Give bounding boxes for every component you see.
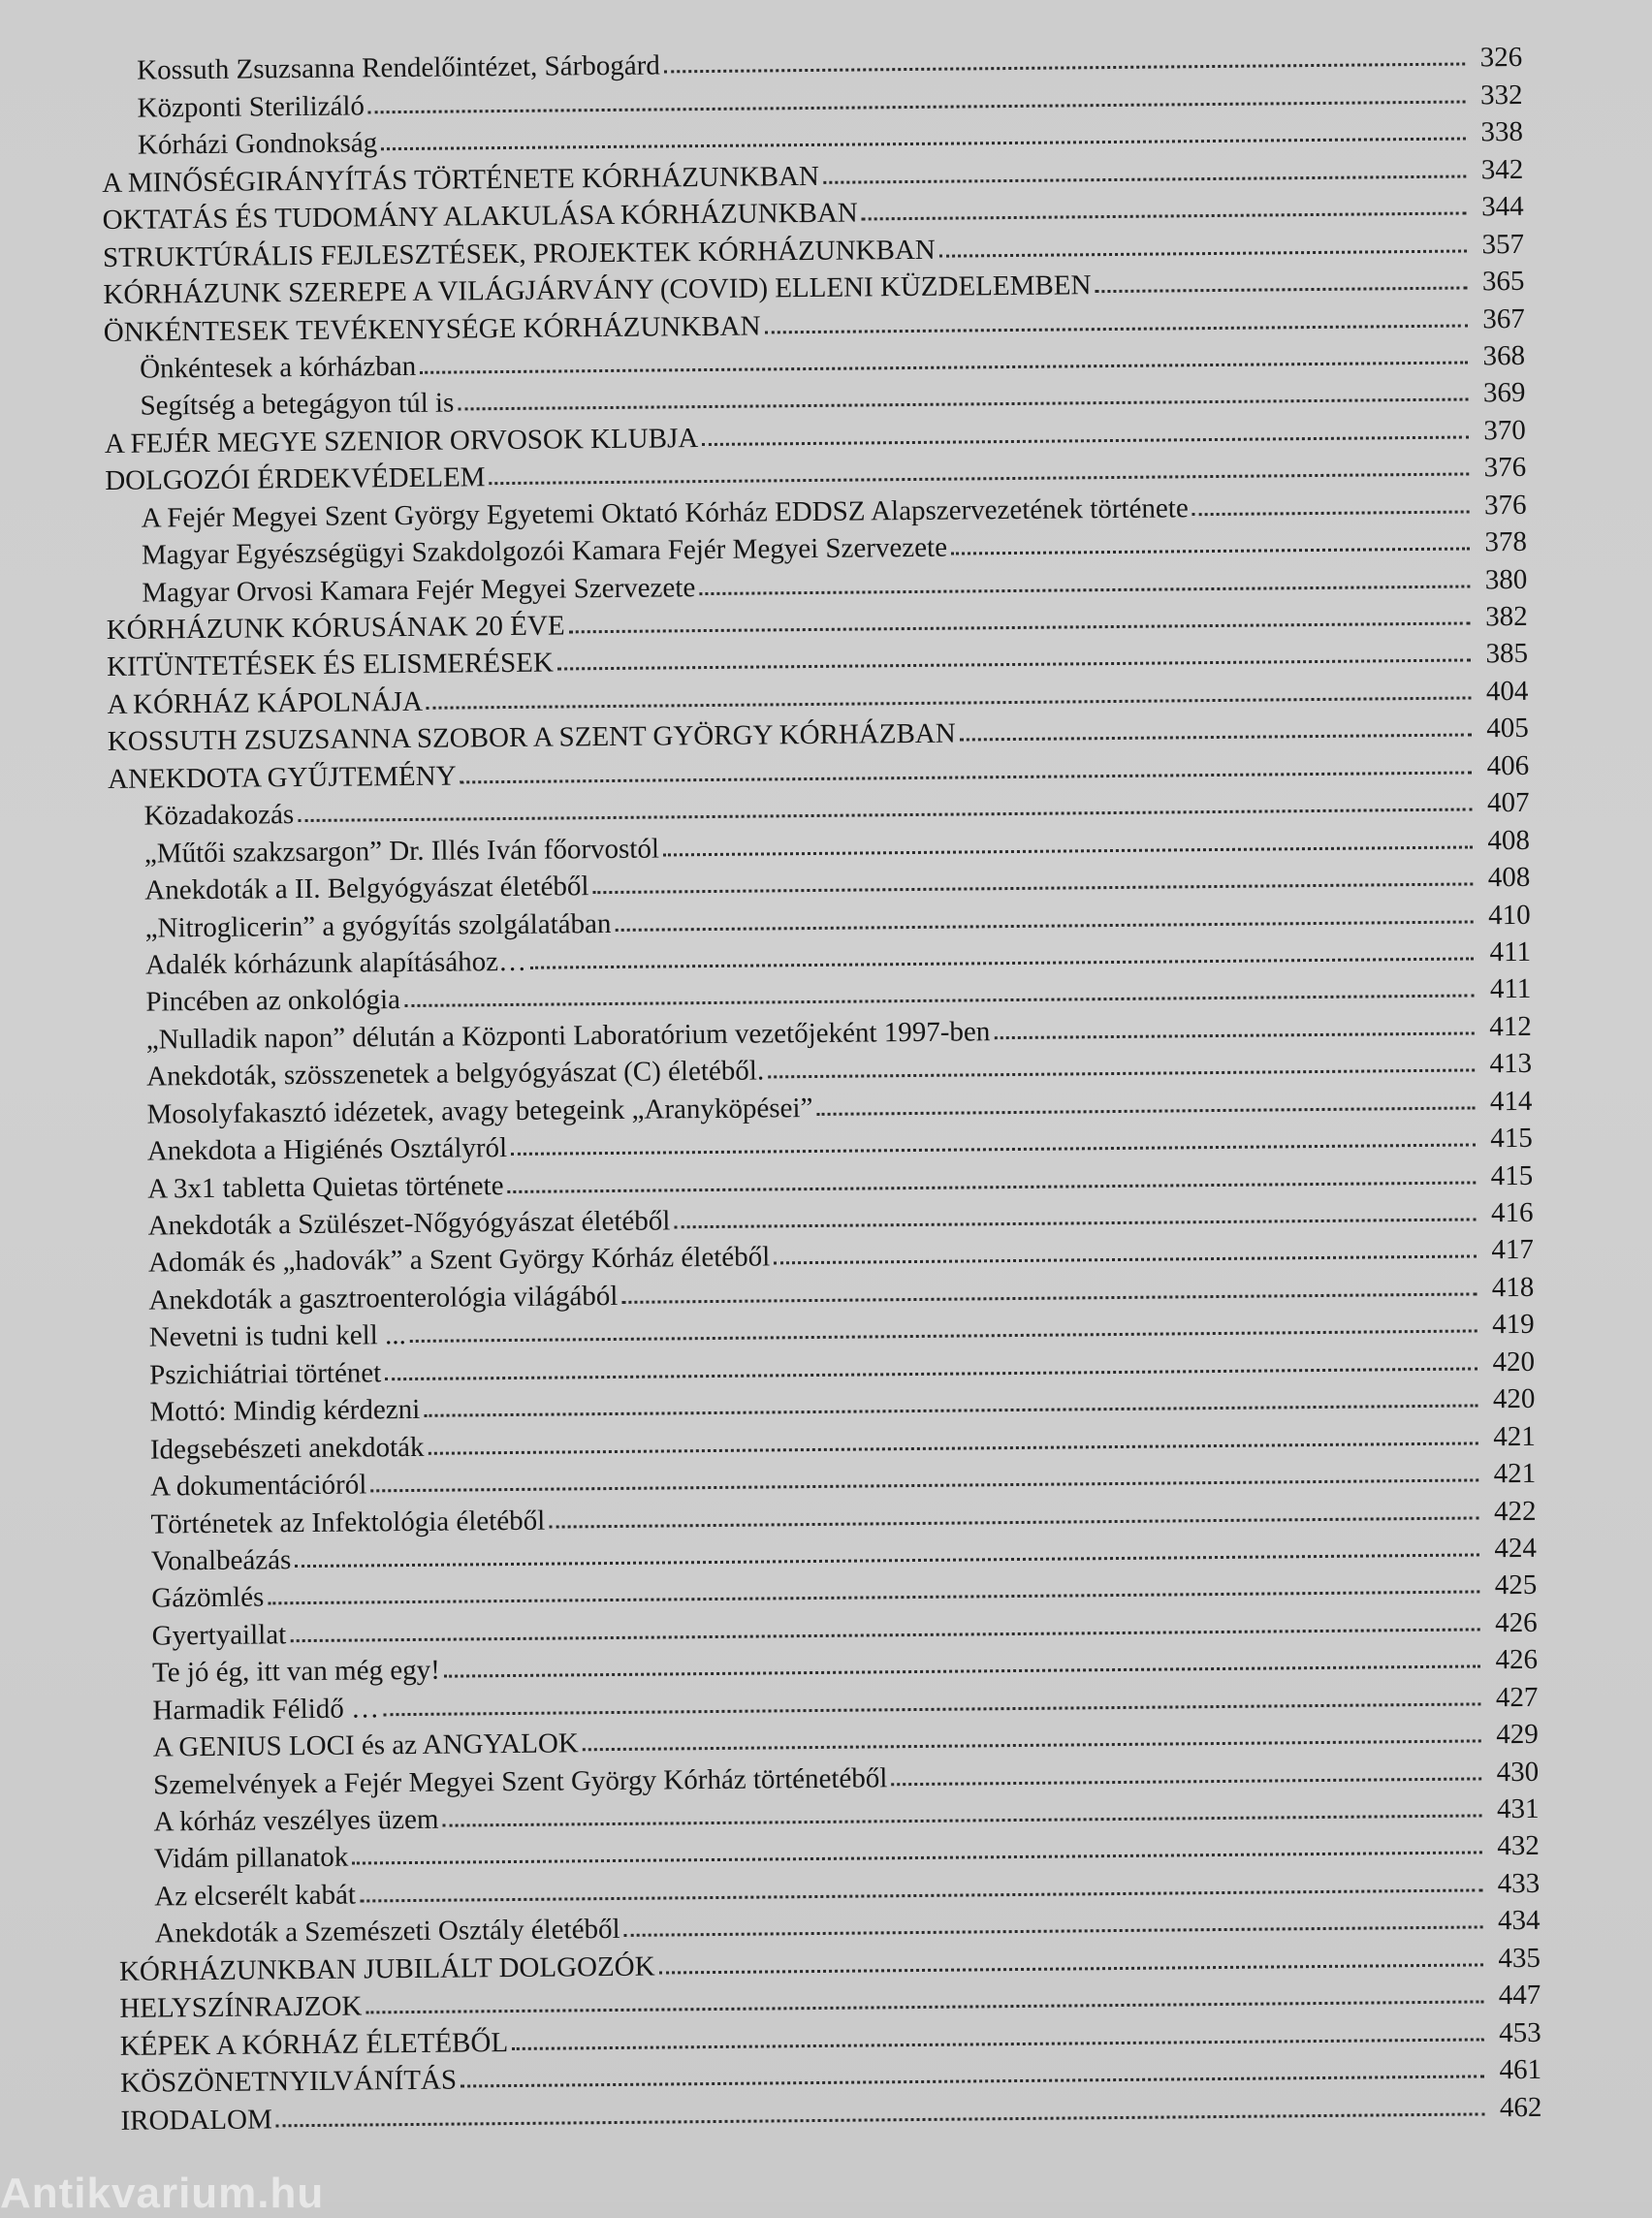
toc-entry-page-number: 410 (1487, 899, 1531, 931)
dot-leader (663, 845, 1473, 856)
dot-leader (939, 249, 1467, 257)
toc-entry-page-number: 344 (1480, 191, 1524, 223)
toc-entry-title: Magyar Egyészségügyi Szakdolgozói Kamara Fejér Megyei Szervezete (141, 531, 948, 571)
toc-entry-title: Vonalbeázás (150, 1544, 292, 1577)
toc-entry-title: Anekdoták a gasztroenterológia világából (148, 1280, 619, 1316)
dot-leader (994, 1031, 1474, 1039)
toc-entry-page-number: 424 (1494, 1532, 1538, 1565)
dot-leader (891, 1777, 1481, 1786)
dot-leader (424, 1405, 1477, 1417)
toc-entry-page-number: 370 (1483, 414, 1526, 447)
toc-entry-title: „Műtői szakzsargon” Dr. Illés Iván főorvostól (143, 833, 660, 870)
toc-entry-page-number: 414 (1489, 1085, 1533, 1117)
toc-entry-title: DOLGOZÓI ÉRDEKVÉDELEM (105, 461, 486, 497)
toc-entry-page-number: 461 (1499, 2053, 1542, 2086)
toc-entry-page-number: 385 (1485, 638, 1529, 670)
toc-entry-title: ÖNKÉNTESEK TEVÉKENYSÉGE KÓRHÁZUNKBAN (103, 309, 761, 348)
dot-leader (461, 2075, 1484, 2087)
dot-leader (490, 473, 1470, 486)
dot-leader (765, 324, 1468, 333)
toc-entry-title: A kórház veszélyes üzem (153, 1803, 439, 1838)
dot-leader (557, 659, 1471, 671)
dot-leader (381, 138, 1466, 151)
dot-leader (383, 1702, 1480, 1716)
toc-entry-page-number: 369 (1482, 377, 1526, 409)
toc-entry-title: A GENIUS LOCI és az ANGYALOK (152, 1727, 579, 1763)
dot-leader (410, 1330, 1477, 1344)
dot-leader (674, 1218, 1476, 1228)
toc-entry-page-number: 416 (1490, 1196, 1534, 1229)
toc-entry-title: KÓRHÁZUNK KÓRUSÁNAK 20 ÉVE (106, 610, 565, 646)
dot-leader (276, 2112, 1485, 2127)
dot-leader (511, 1144, 1476, 1157)
toc-entry-title: A FEJÉR MEGYE SZENIOR ORVOSOK KLUBJA (104, 422, 699, 459)
dot-leader (1095, 287, 1467, 294)
toc-entry-page-number: 376 (1483, 489, 1527, 522)
toc-entry-title: Mosolyfakasztó idézetek, avagy betegeink „Aranyköpései” (146, 1092, 813, 1130)
dot-leader (664, 63, 1465, 74)
dot-leader (1192, 510, 1470, 516)
toc-entry-title: Anekdoták a II. Belgyógyászat életéből (144, 871, 589, 906)
toc-entry-page-number: 332 (1479, 79, 1523, 111)
toc-entry-title: Történetek az Infektológia életéből (150, 1505, 546, 1540)
toc-entry-page-number: 378 (1484, 526, 1528, 558)
toc-entry-title: Segítség a betegágyon túl is (140, 387, 455, 423)
toc-entry-title: Adomák és „hadovák” a Szent György Kórház életéből (147, 1241, 771, 1280)
toc-entry-title: Anekdoták, szösszenetek a belgyógyászat (C) életéből. (146, 1055, 765, 1093)
dot-leader (352, 1852, 1482, 1865)
toc-entry-page-number: 447 (1498, 1980, 1541, 2012)
dot-leader (816, 1106, 1475, 1116)
toc-entry-title: Magyar Orvosi Kamara Fejér Megyei Szervezete (142, 571, 696, 609)
toc-entry-page-number: 407 (1486, 787, 1530, 819)
toc-entry-title: KITÜNTETÉSEK ÉS ELISMERÉSEK (106, 647, 554, 683)
dot-leader (530, 957, 1474, 968)
toc-entry-title: Közadakozás (143, 799, 295, 832)
toc-entry-page-number: 413 (1489, 1048, 1533, 1080)
toc-entry-page-number: 404 (1485, 675, 1529, 708)
dot-leader (461, 771, 1473, 783)
toc-entry-page-number: 462 (1499, 2091, 1542, 2123)
dot-leader (268, 1591, 1479, 1605)
toc-entry-title: KÓRHÁZUNK SZEREPE A VILÁGJÁRVÁNY (COVID) ELLENI KÜZDELEMBEN (103, 269, 1092, 311)
dot-leader (290, 1628, 1479, 1642)
toc-entry-page-number: 427 (1495, 1681, 1539, 1713)
toc-entry-page-number: 421 (1493, 1420, 1536, 1452)
dot-leader (583, 1740, 1481, 1752)
toc-entry-title: Vidám pillanatok (153, 1842, 349, 1875)
toc-entry-title: Adalék kórházunk alapításához… (144, 945, 527, 981)
toc-entry-title: „Nitroglicerin” a gyógyítás szolgálatában (144, 907, 612, 944)
toc-entry-page-number: 422 (1493, 1495, 1537, 1527)
toc-entry-page-number: 431 (1496, 1792, 1540, 1825)
toc-entry-page-number: 411 (1489, 973, 1532, 1005)
dot-leader (569, 621, 1471, 633)
toc-entry-page-number: 418 (1491, 1271, 1535, 1304)
toc-entry-page-number: 411 (1489, 935, 1532, 968)
toc-entry-title: „Nulladik napon” délután a Központi Laboratórium vezetőjeként 1997-ben (145, 1016, 991, 1056)
toc-entry-page-number: 376 (1483, 452, 1527, 484)
toc-entry-title: KÓRHÁZUNKBAN JUBILÁLT DOLGOZÓK (118, 1950, 655, 1987)
toc-entry-page-number: 342 (1480, 153, 1524, 186)
toc-entry-title: A dokumentációról (150, 1469, 367, 1503)
dot-leader (624, 1926, 1483, 1938)
dot-leader (420, 361, 1468, 373)
dot-leader (615, 920, 1473, 931)
toc-entry-page-number: 408 (1487, 861, 1531, 894)
toc-entry-title: Önkéntesek a kórházban (140, 350, 417, 385)
dot-leader (429, 1442, 1478, 1454)
toc-entry-page-number: 432 (1497, 1830, 1541, 1862)
dot-leader (368, 100, 1466, 113)
dot-leader (360, 1888, 1482, 1902)
dot-leader (370, 1478, 1478, 1492)
toc-entry-title: Az elcserélt kabát (154, 1879, 357, 1913)
toc-entry-title: Szemelvények a Fejér Megyei Szent György Kórház történetéből (153, 1761, 888, 1801)
dot-leader (295, 1553, 1479, 1568)
dot-leader (298, 808, 1472, 823)
toc-entry-page-number: 419 (1492, 1309, 1535, 1341)
toc-entry-title: IRODALOM (120, 2103, 272, 2137)
toc-entry-title: OKTATÁS ÉS TUDOMÁNY ALAKULÁSA KÓRHÁZUNKBAN (102, 197, 858, 237)
toc-entry-title: Kórházi Gondnokság (137, 127, 378, 161)
dot-leader (549, 1516, 1478, 1528)
toc-entry-page-number: 420 (1492, 1346, 1536, 1378)
toc-entry-page-number: 421 (1493, 1457, 1537, 1490)
toc-entry-title: Pszichiátriai történet (148, 1357, 382, 1391)
toc-entry-page-number: 434 (1497, 1905, 1541, 1937)
dot-leader (768, 1069, 1475, 1079)
dot-leader (951, 548, 1470, 555)
dot-leader (444, 1665, 1480, 1678)
toc-entry-page-number: 425 (1494, 1569, 1538, 1601)
toc-entry-page-number: 380 (1484, 563, 1528, 595)
toc-entry-title: Nevetni is tudni kell ... (148, 1319, 406, 1353)
toc-entry-page-number: 426 (1494, 1606, 1538, 1639)
dot-leader (512, 2038, 1484, 2050)
toc-entry-page-number: 405 (1486, 713, 1529, 745)
dot-leader (659, 1963, 1483, 1974)
dot-leader (774, 1255, 1477, 1265)
dot-leader (404, 995, 1474, 1008)
toc-entry-title: A Fejér Megyei Szent György Egyetemi Oktató Kórház EDDSZ Alapszervezetének története (141, 491, 1189, 534)
toc-entry-page-number: 426 (1495, 1644, 1539, 1676)
toc-entry-title: Pincében az onkológia (145, 984, 401, 1018)
toc-entry-title: Kossuth Zsuzsanna Rendelőintézet, Sárbogárd (137, 49, 660, 87)
toc-entry-title: KÖSZÖNETNYILVÁNÍTÁS (119, 2064, 458, 2099)
dot-leader (508, 1181, 1477, 1193)
dot-leader (702, 435, 1469, 446)
toc-entry-title: Mottó: Mindig kérdezni (149, 1394, 421, 1428)
toc-entry-title: Központi Sterilizáló (137, 90, 365, 124)
toc-entry-page-number: 429 (1496, 1718, 1539, 1751)
toc-entry-title: Gyertyaillat (151, 1619, 287, 1652)
dot-leader (823, 174, 1466, 183)
toc-entry-title: Anekdoták a Szemészeti Osztály életéből (154, 1914, 620, 1949)
toc-entry-title: Te jó ég, itt van még egy! (151, 1654, 440, 1689)
toc-entry-page-number: 415 (1490, 1159, 1534, 1191)
toc-entry-title: STRUKTÚRÁLIS FEJLESZTÉSEK, PROJEKTEK KÓRHÁZUNKBAN (102, 234, 936, 273)
toc-entry-page-number: 368 (1482, 339, 1526, 372)
toc-entry-page-number: 406 (1486, 749, 1530, 782)
toc-entry-title: Gázömlés (151, 1581, 265, 1614)
toc-entry-page-number: 365 (1481, 265, 1525, 298)
dot-leader (862, 212, 1467, 221)
dot-leader (427, 696, 1472, 709)
toc-entry-title: Harmadik Félidő … (152, 1693, 380, 1727)
watermark: Antikvarium.hu (0, 2170, 325, 2217)
dot-leader (960, 734, 1472, 742)
toc-entry-page-number: 408 (1487, 824, 1531, 856)
dot-leader (385, 1367, 1477, 1380)
toc-entry-title: A MINŐSÉGIRÁNYÍTÁS TÖRTÉNETE KÓRHÁZUNKBAN (102, 160, 820, 199)
dot-leader (593, 883, 1474, 895)
dot-leader (621, 1292, 1477, 1303)
dot-leader (699, 585, 1470, 595)
toc-entry-page-number: 367 (1482, 302, 1525, 334)
toc-entry-title: ANEKDOTA GYŰJTEMÉNY (108, 760, 457, 795)
toc-entry-title: KÉPEK A KÓRHÁZ ÉLETÉBŐL (119, 2026, 509, 2062)
toc-entry-page-number: 453 (1499, 2016, 1541, 2048)
toc-entry-page-number: 326 (1479, 42, 1523, 74)
toc-entry-page-number: 412 (1489, 1010, 1532, 1043)
toc-entry-page-number: 357 (1481, 228, 1525, 260)
toc-entry-title: A 3x1 tabletta Quietas története (147, 1169, 504, 1205)
toc-entry-page-number: 435 (1498, 1942, 1541, 1975)
toc-entry-title: Idegsebészeti anekdoták (149, 1431, 425, 1466)
toc-entry-page-number: 433 (1497, 1867, 1541, 1900)
table-of-contents (101, 37, 1542, 2137)
toc-entry-title: KOSSUTH ZSUZSANNA SZOBOR A SZENT GYÖRGY KÓRHÁZBAN (107, 717, 956, 758)
toc-entry-page-number: 415 (1490, 1123, 1533, 1155)
dot-leader (443, 1814, 1482, 1826)
dot-leader (458, 398, 1468, 411)
toc-entry-page-number: 430 (1496, 1756, 1540, 1788)
toc-entry-title: Anekdoták a Szülészet-Nőgyógyászat életéből (147, 1205, 671, 1242)
toc-entry-title: Anekdota a Higiénés Osztályról (146, 1132, 508, 1167)
toc-entry-title: A KÓRHÁZ KÁPOLNÁJA (107, 685, 424, 720)
toc-entry-title: HELYSZÍNRAJZOK (119, 1990, 363, 2025)
toc-entry-page-number: 382 (1485, 600, 1528, 633)
toc-entry-page-number: 420 (1492, 1383, 1536, 1415)
toc-entry-page-number: 338 (1480, 116, 1524, 148)
dot-leader (365, 2001, 1483, 2014)
toc-entry-page-number: 417 (1491, 1234, 1535, 1266)
